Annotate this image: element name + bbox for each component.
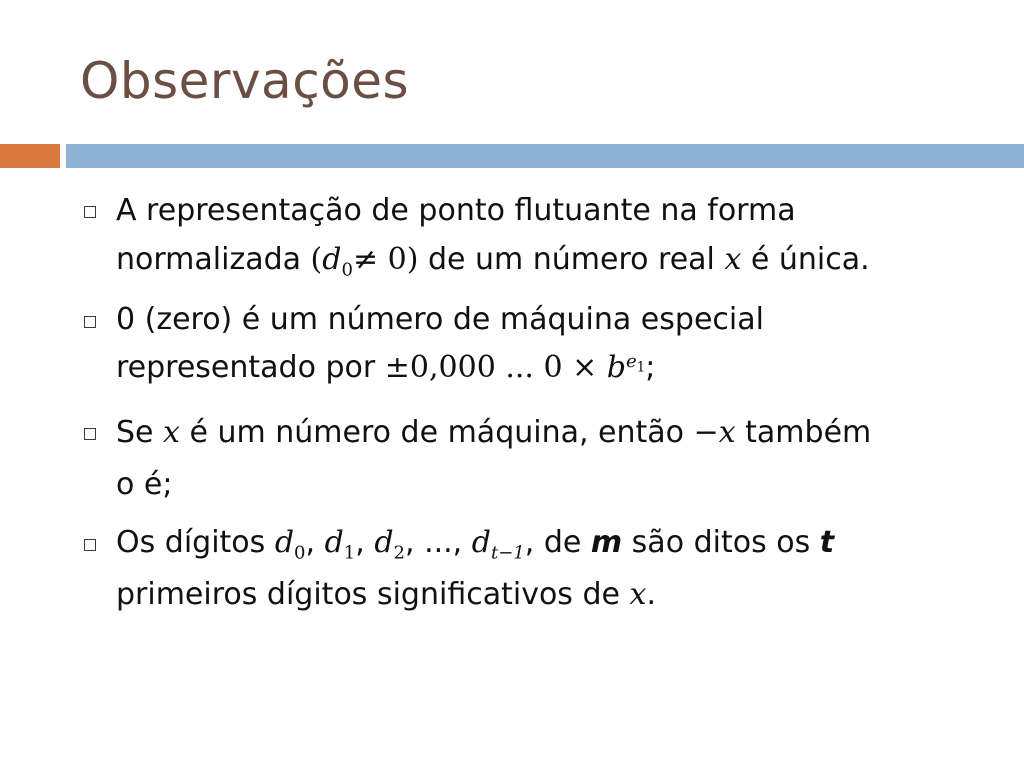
bullet-1-line-1: A representação de ponto flutuante na forma [116,193,796,228]
bullet-square-icon [84,428,96,440]
bullet-square-icon [84,206,96,218]
accent-bar-orange [0,144,60,168]
bullet-4-line-1: Os dígitos $d_0$, $d_1$, $d_2$, ..., $d_{t-1}$, de m são ditos os t [116,525,835,564]
bullet-3-line-2: o é; [116,467,173,502]
bullet-2-line-1: 0 (zero) é um número de máquina especial [116,302,764,337]
bullet-4-line-2: primeiros dígitos significativos de x. [116,577,656,612]
bullet-square-icon [84,316,96,328]
bullet-2-line-2: representado por ±0,000 ... $0 \times b^{e_1}$; [116,350,656,385]
accent-bar-blue [66,144,1024,168]
bullet-3-line-1: Se x é um número de máquina, então −x também [116,415,872,450]
bullet-1-line-2: normalizada $(d_0\ne 0)$ de um número real x é única. [116,242,870,281]
slide-title: Observações [80,52,410,110]
bullet-square-icon [84,539,96,551]
